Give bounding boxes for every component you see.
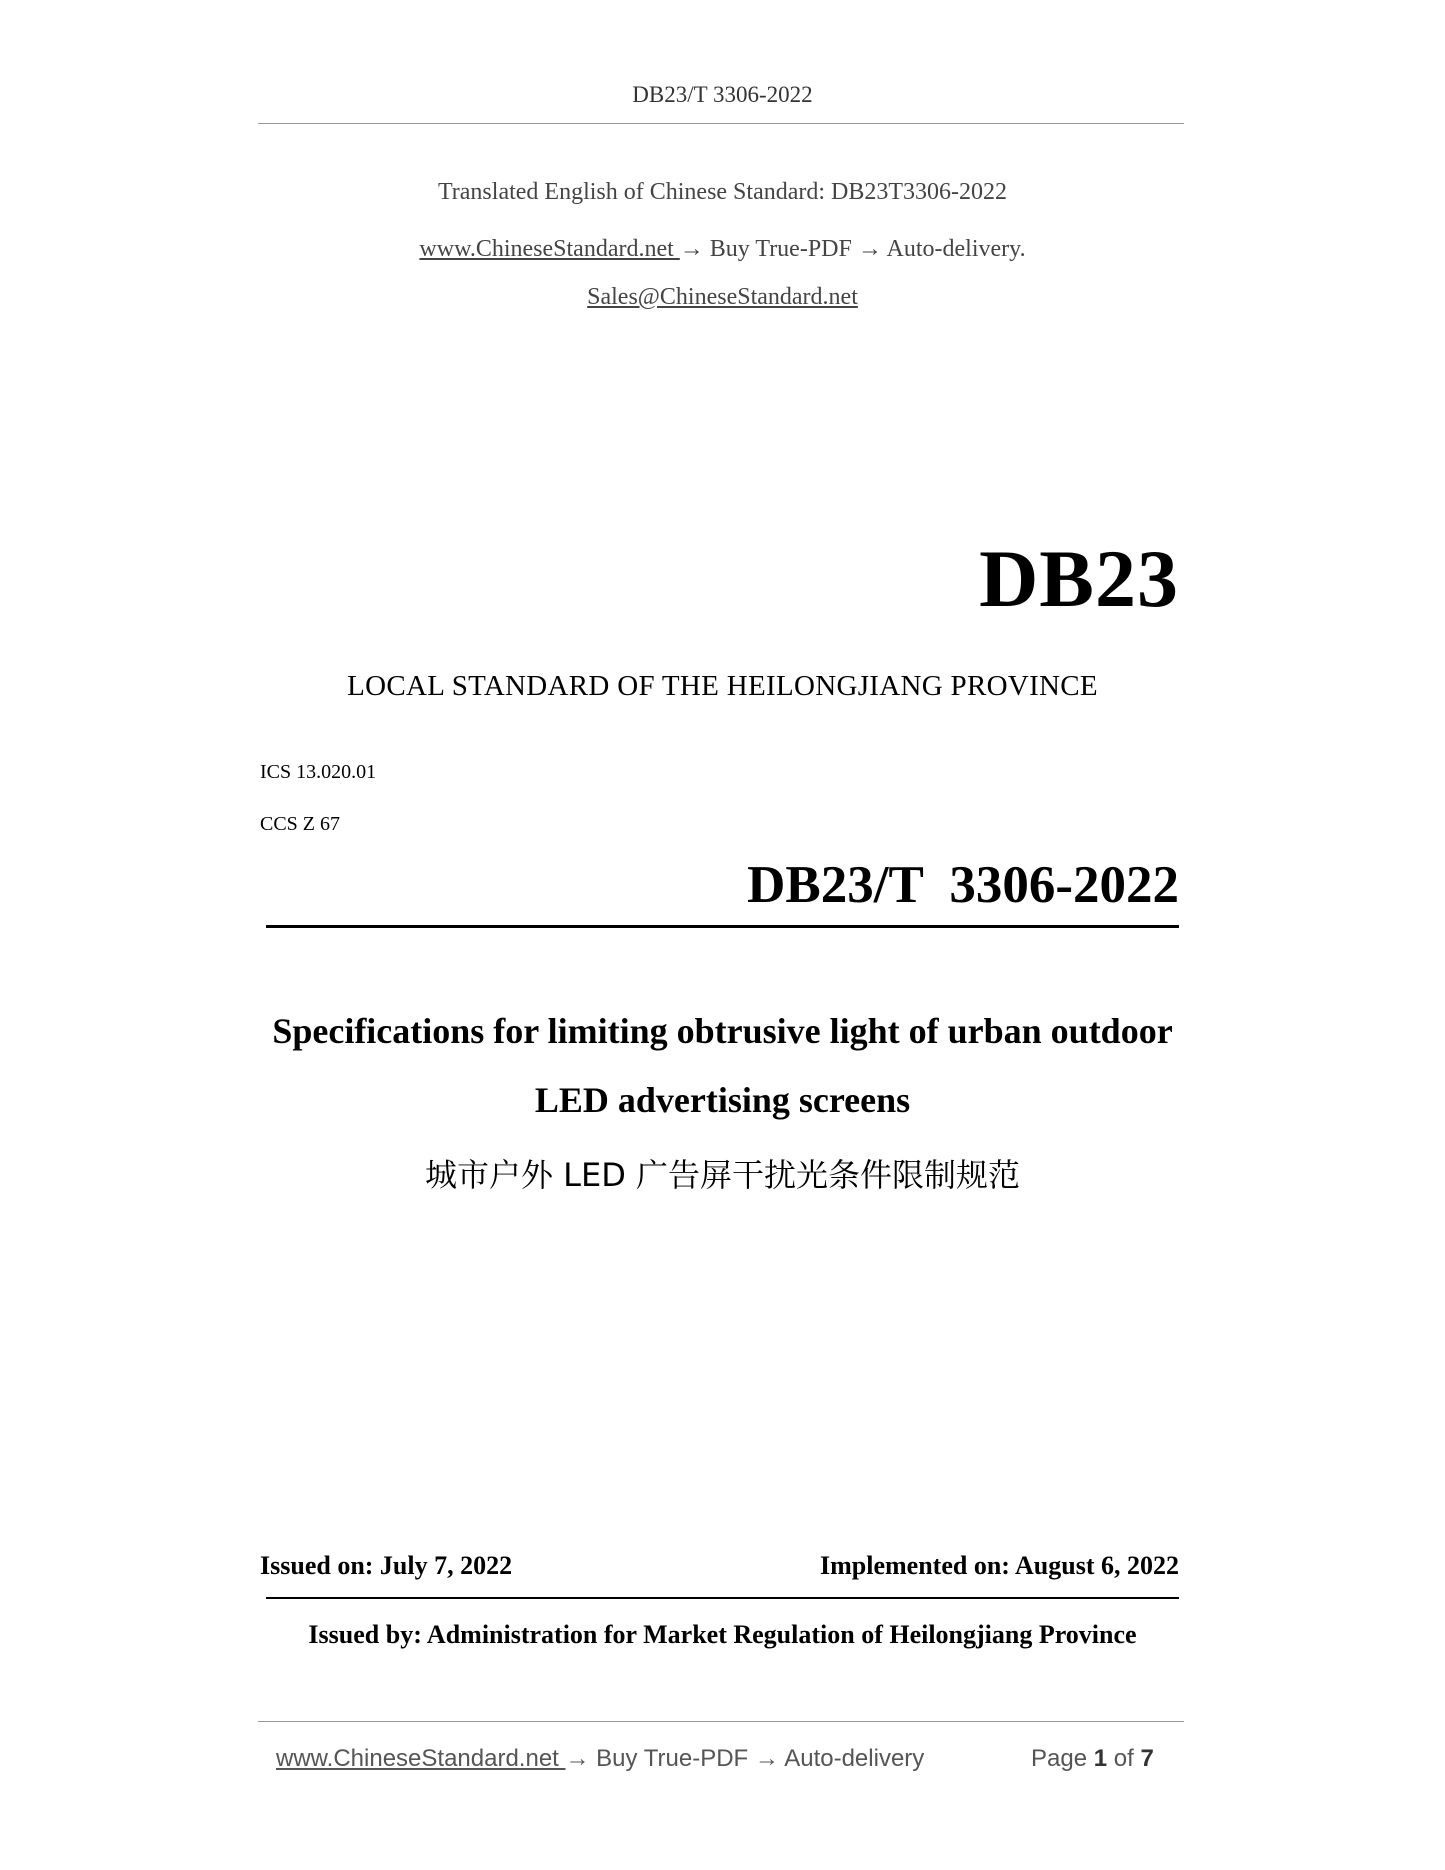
english-title-line-1: Specifications for limiting obtrusive light of urban outdoor: [272, 1011, 1173, 1051]
english-title-line-2: LED advertising screens: [534, 1080, 911, 1120]
of-word: of: [1113, 1745, 1134, 1772]
purchase-line: [0, 236, 1445, 263]
ics-code: ICS 13.020.01: [260, 761, 377, 783]
email-link[interactable]: Sales@ChineseStandard.net: [587, 284, 858, 310]
footer-purchase-text: → Buy True-PDF → Auto-delivery: [565, 1745, 925, 1772]
implemented-date: Implemented on: August 6, 2022: [820, 1551, 1179, 1580]
footer-rule: [258, 1721, 1184, 1722]
page-total: 7: [1140, 1745, 1154, 1772]
ccs-code: CCS Z 67: [260, 813, 341, 835]
issuing-authority: Issued by: Administration for Market Regulation of Heilongjiang Province: [308, 1620, 1137, 1649]
running-head: DB23/T 3306-2022: [632, 82, 813, 107]
issue-rule: [266, 1597, 1179, 1599]
standard-number-rule: [266, 925, 1179, 928]
purchase-text: → Buy True-PDF → Auto-delivery.: [679, 236, 1026, 262]
footer-website-link[interactable]: www.ChineseStandard.net: [276, 1745, 566, 1772]
standard-type: LOCAL STANDARD OF THE HEILONGJIANG PROVINCE: [347, 670, 1098, 702]
page-current: 1: [1093, 1745, 1108, 1772]
standard-number: DB23/T 3306-2022: [747, 856, 1179, 914]
footer-purchase-line: [276, 1745, 924, 1773]
page-indicator: [1031, 1745, 1154, 1773]
standard-logo: DB23: [979, 533, 1179, 624]
website-link[interactable]: www.ChineseStandard.net: [419, 236, 680, 262]
email-line: [0, 284, 1445, 311]
issued-date: Issued on: July 7, 2022: [260, 1551, 513, 1580]
page-word: Page: [1031, 1745, 1088, 1772]
translation-notice: Translated English of Chinese Standard: DB23T3306-2022: [437, 179, 1008, 205]
chinese-title: 城市户外 LED 广告屏干扰光条件限制规范: [424, 1156, 1021, 1194]
header-rule: [258, 123, 1184, 124]
